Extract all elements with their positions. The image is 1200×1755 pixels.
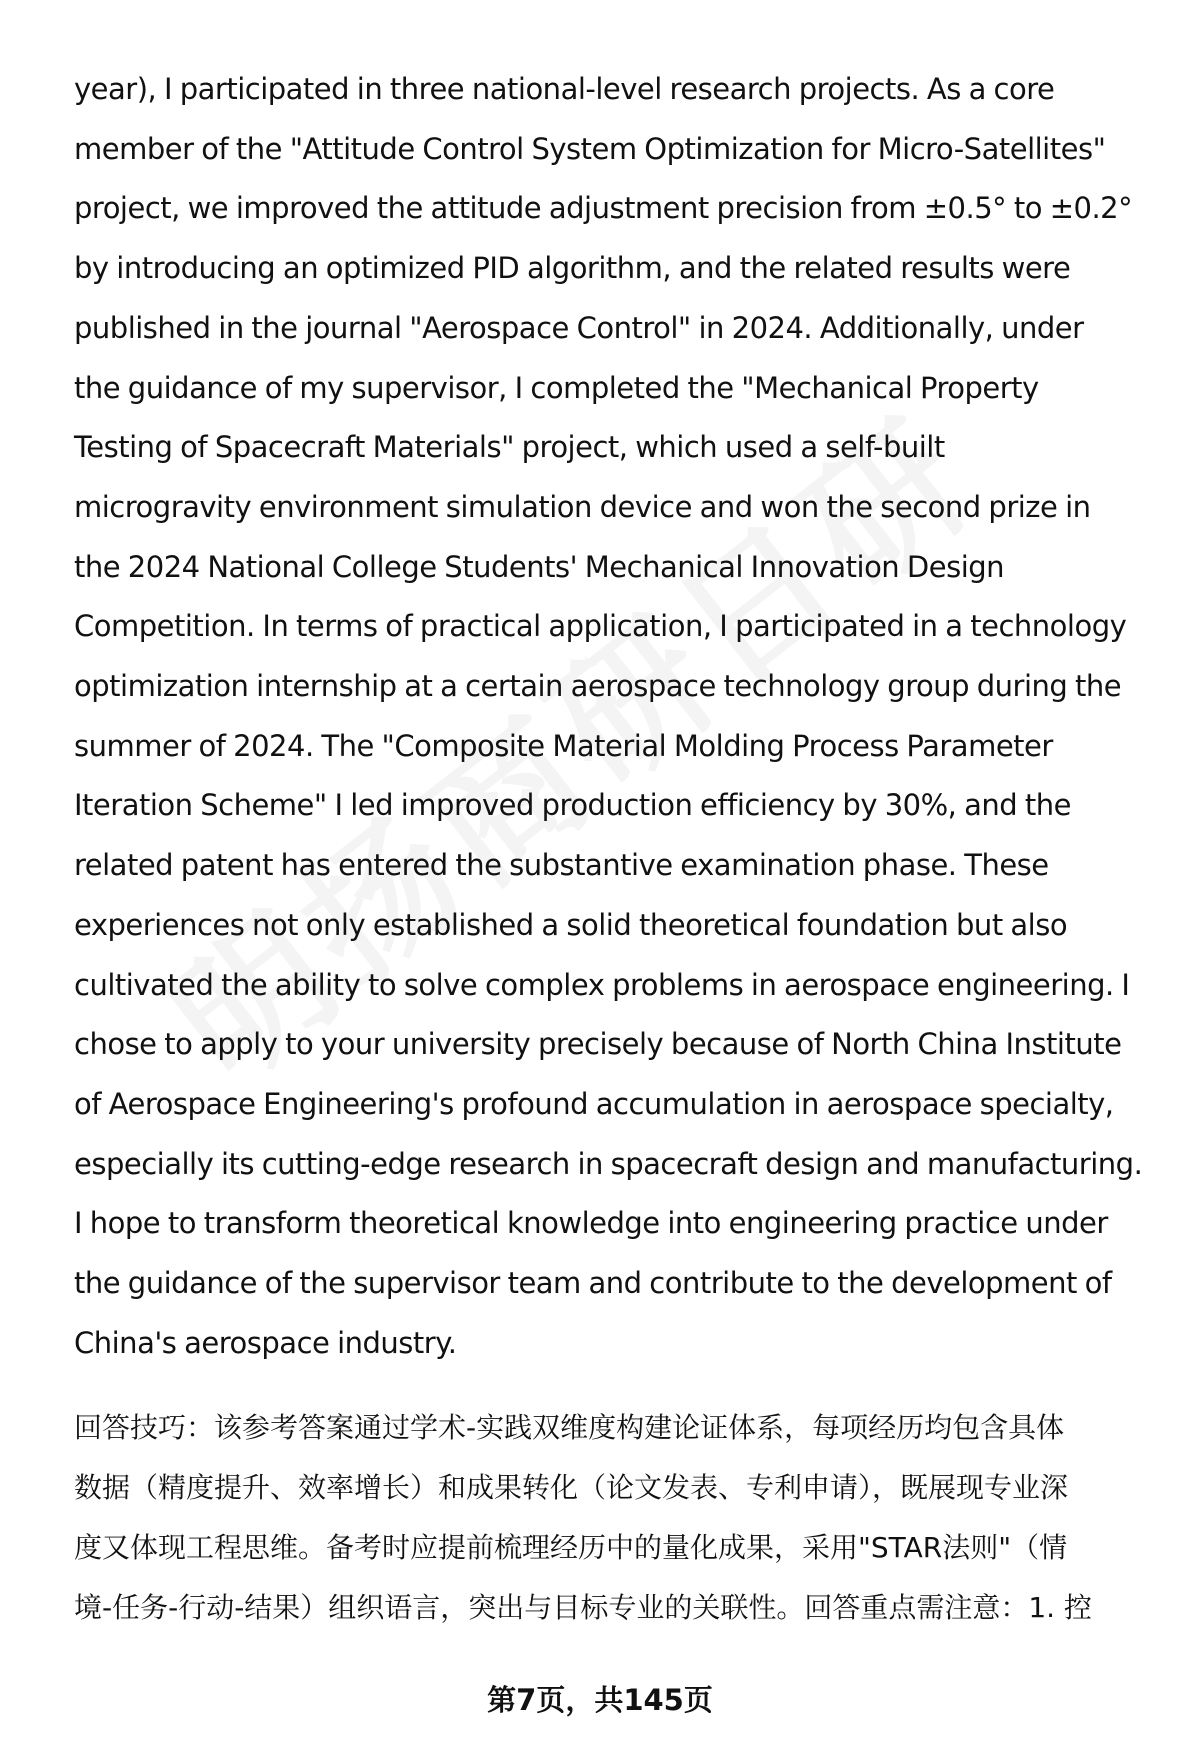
body-line: Testing of Spacecraft Materials" project, which used a self-built <box>74 430 945 465</box>
body-line: the 2024 National College Students' Mechanical Innovation Design <box>74 549 1005 584</box>
tips-line: 数据（精度提升、效率增长）和成果转化（论文发表、专利申请），既展现专业深 <box>74 1471 1069 1504</box>
body-line: by introducing an optimized PID algorithm, and the related results were <box>74 251 1071 286</box>
body-line: the guidance of my supervisor, I completed the "Mechanical Property <box>74 370 1039 405</box>
body-line: of Aerospace Engineering's profound accumulation in aerospace specialty, <box>74 1086 1114 1121</box>
answer-tips <box>74 1398 1164 1638</box>
tips-line: 度又体现工程思维。备考时应提前梳理经历中的量化成果，采用"STAR法则"（情 <box>74 1531 1068 1564</box>
body-line: optimization internship at a certain aerospace technology group during the <box>74 669 1122 704</box>
body-line: chose to apply to your university precisely because of North China Institute <box>74 1027 1122 1062</box>
body-line: the guidance of the supervisor team and contribute to the development of <box>74 1266 1112 1301</box>
answer-body <box>74 60 1174 1373</box>
body-line: Iteration Scheme" I led improved production efficiency by 30%, and the <box>74 788 1071 823</box>
body-line: member of the "Attitude Control System Optimization for Micro-Satellites" <box>74 131 1106 166</box>
body-line: experiences not only established a solid theoretical foundation but also <box>74 907 1068 942</box>
tips-line: 回答技巧：该参考答案通过学术-实践双维度构建论证体系，每项经历均包含具体 <box>74 1411 1065 1444</box>
body-line: China's aerospace industry. <box>74 1325 457 1360</box>
body-line: microgravity environment simulation device and won the second prize in <box>74 489 1091 524</box>
body-line: year), I participated in three national-level research projects. As a core <box>74 72 1055 106</box>
body-line: summer of 2024. The "Composite Material Molding Process Parameter <box>74 728 1053 763</box>
body-line: project, we improved the attitude adjustment precision from ±0.5° to ±0.2° <box>74 191 1133 226</box>
body-line: cultivated the ability to solve complex problems in aerospace engineering. I <box>74 967 1130 1002</box>
body-line: I hope to transform theoretical knowledge into engineering practice under <box>74 1206 1108 1241</box>
body-line: related patent has entered the substantive examination phase. These <box>74 848 1049 883</box>
tips-line: 境-任务-行动-结果）组织语言，突出与目标专业的关联性。回答重点需注意：1. 控 <box>74 1591 1092 1624</box>
body-line: published in the journal "Aerospace Control" in 2024. Additionally, under <box>74 310 1084 345</box>
body-line: especially its cutting-edge research in spacecraft design and manufacturing. <box>74 1146 1143 1181</box>
page-number: 第7页，共145页 <box>487 1683 713 1717</box>
body-line: Competition. In terms of practical application, I participated in a technology <box>74 609 1127 644</box>
